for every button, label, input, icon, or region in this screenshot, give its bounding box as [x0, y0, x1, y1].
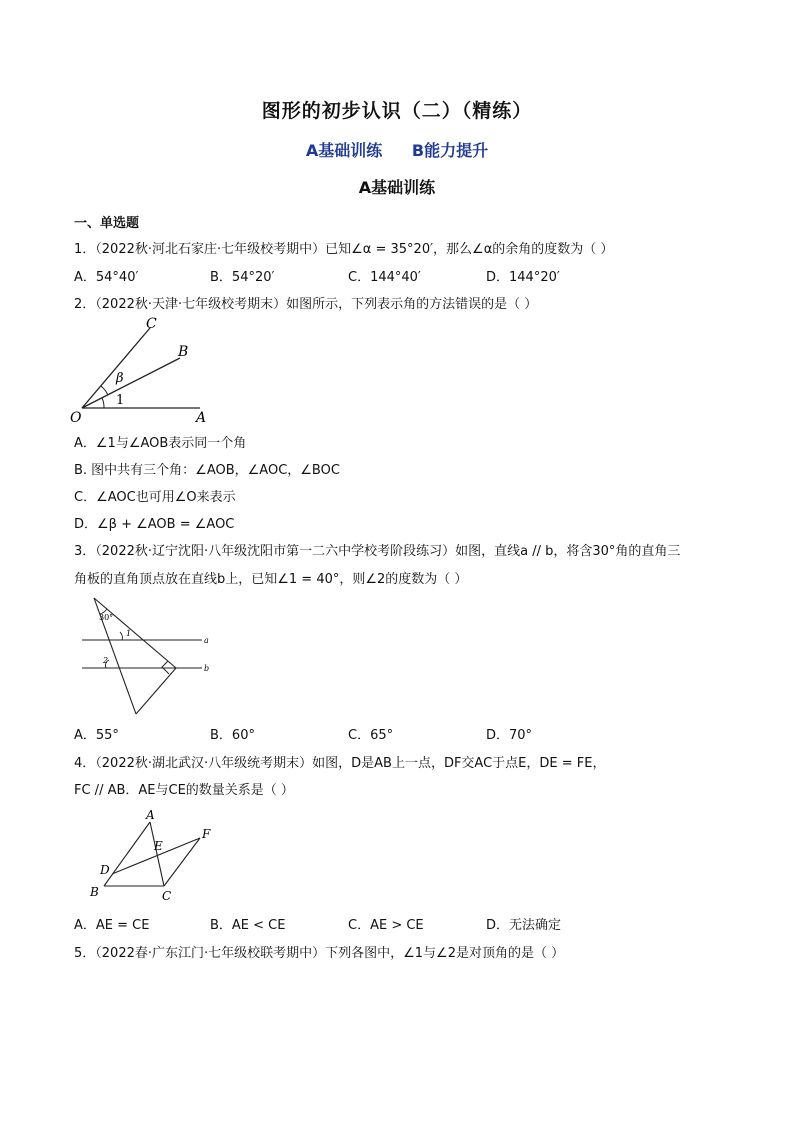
q5-stem: 5．（2022春·广东江门·七年级校联考期中）下列各图中，∠1与∠2是对顶角的是（ ）: [74, 946, 565, 961]
q4-option-d[interactable]: D．无法确定: [486, 918, 562, 933]
page-title: 图形的初步认识（二）（精练）: [261, 100, 533, 122]
q4-label-b: B: [90, 885, 99, 899]
q3-option-c[interactable]: C．65°: [348, 728, 394, 743]
q2-figure: [66, 312, 216, 424]
q2-label-b: B: [178, 344, 189, 360]
q4-option-b[interactable]: B．AE < CE: [210, 918, 286, 933]
q3-stem-line1: 3．（2022秋·辽宁沈阳·八年级沈阳市第一二六中学校考阶段练习）如图，直线a // b，将含30°角的直角三: [74, 544, 681, 559]
q4-label-d: D: [100, 863, 110, 877]
q2-option-d[interactable]: D．∠β + ∠AOB = ∠AOC: [74, 517, 235, 532]
q4-stem-line1: 4．（2022秋·湖北武汉·八年级统考期末）如图，D是AB上一点，DF交AC于点E，DE = FE，: [74, 756, 606, 771]
q2-stem: 2．（2022秋·天津·七年级校考期末）如图所示，下列表示角的方法错误的是（ ）: [74, 297, 538, 312]
q1-option-a[interactable]: A．54°40′: [74, 270, 139, 285]
q3-label-30: 30°: [99, 613, 114, 622]
link-ability-improvement[interactable]: B能力提升: [411, 141, 489, 160]
q1-stem: 1．（2022秋·河北石家庄·七年级校考期中）已知∠α = 35°20′，那么∠α的余角的度数为（ ）: [74, 242, 614, 257]
q2-option-a[interactable]: A．∠1与∠AOB表示同一个角: [74, 436, 247, 451]
q2-label-a: A: [196, 410, 207, 424]
q4-stem-line2: FC // AB．AE与CE的数量关系是（ ）: [74, 783, 294, 798]
q4-label-a: A: [146, 808, 155, 822]
link-basic-training[interactable]: A基础训练: [305, 141, 383, 160]
q2-label-o: O: [70, 410, 82, 424]
q4-figure: [84, 806, 224, 906]
q3-label-2: 2: [103, 656, 109, 665]
q2-label-c: C: [146, 316, 157, 332]
q4-option-c[interactable]: C．AE > CE: [348, 918, 424, 933]
q3-option-b[interactable]: B．60°: [210, 728, 255, 743]
single-choice-heading: 一、单选题: [74, 216, 140, 231]
q2-option-c[interactable]: C．∠AOC也可用∠O来表示: [74, 490, 236, 505]
q4-label-e: E: [154, 839, 163, 853]
q2-option-b[interactable]: B. 图中共有三个角：∠AOB，∠AOC，∠BOC: [74, 463, 340, 478]
q4-label-c: C: [162, 889, 172, 903]
q3-stem-line2: 角板的直角顶点放在直线b上，已知∠1 = 40°，则∠2的度数为（ ）: [74, 572, 468, 587]
q4-option-a[interactable]: A．AE = CE: [74, 918, 150, 933]
section-nav: [0, 138, 794, 161]
q1-option-d[interactable]: D．144°20′: [486, 270, 560, 285]
q1-option-b[interactable]: B．54°20′: [210, 270, 275, 285]
q1-option-c[interactable]: C．144°40′: [348, 270, 421, 285]
q3-label-b: b: [204, 664, 210, 673]
q2-label-beta: β: [116, 371, 124, 386]
q3-label-a: a: [204, 636, 209, 645]
q3-option-d[interactable]: D．70°: [486, 728, 533, 743]
q3-option-a[interactable]: A．55°: [74, 728, 119, 743]
section-title: A基础训练: [358, 178, 436, 197]
q3-figure: [76, 594, 226, 718]
q2-label-one: 1: [116, 393, 125, 408]
q4-label-f: F: [202, 827, 211, 841]
q3-label-1: 1: [126, 629, 132, 638]
